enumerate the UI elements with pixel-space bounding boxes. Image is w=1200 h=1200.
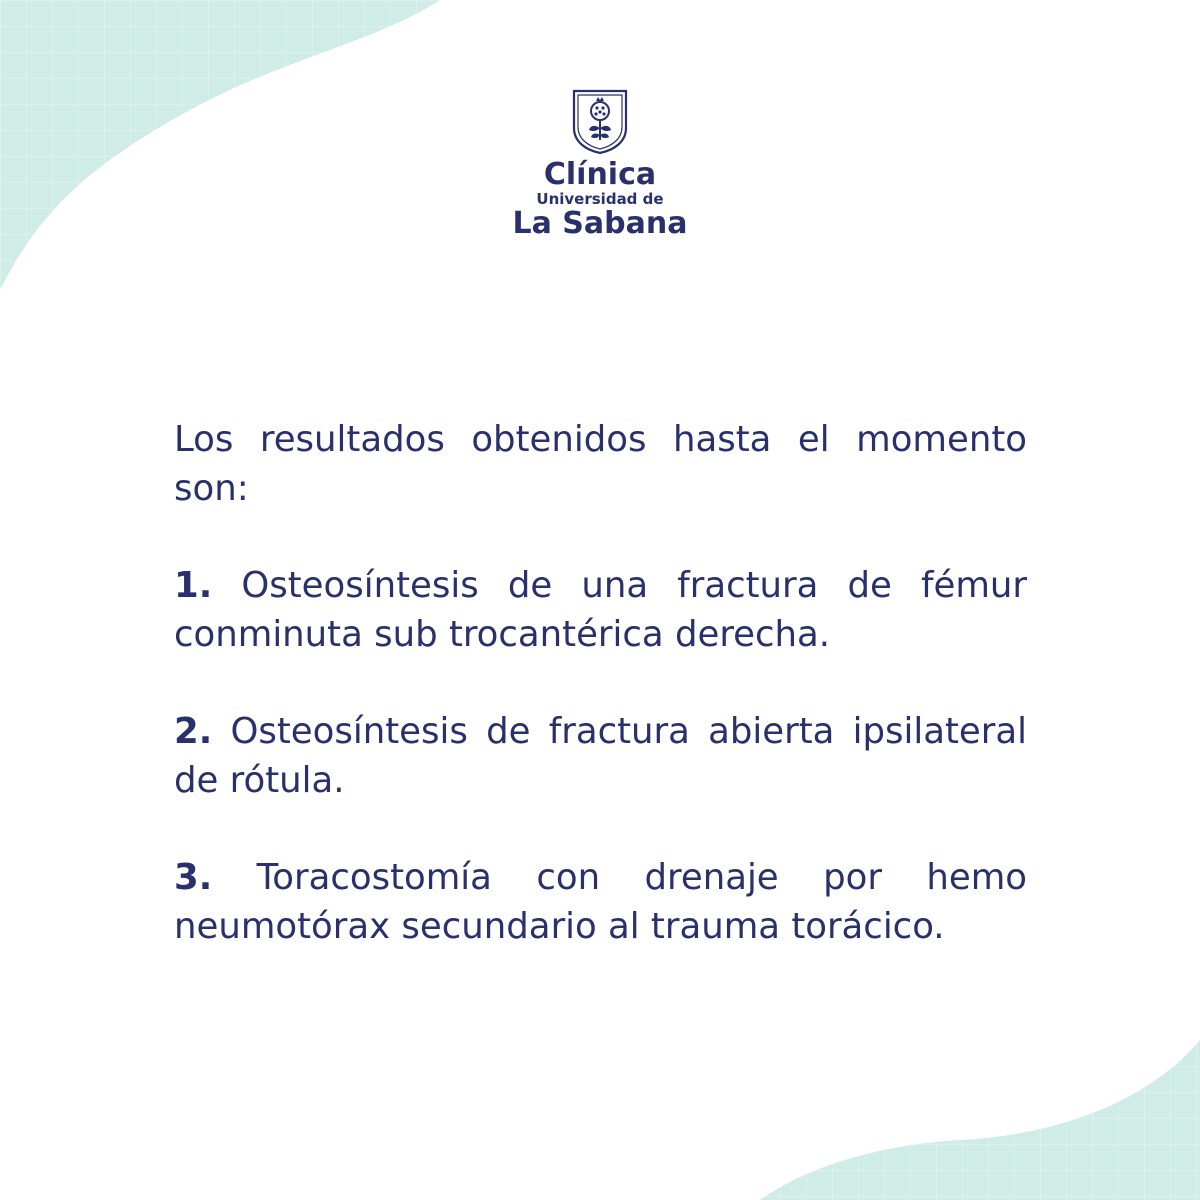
result-item-text: Toracostomía con drenaje por hemo neumotórax secundario al trauma torácico.	[174, 857, 1027, 947]
result-item-number: 1.	[174, 565, 213, 606]
logo-universidad-text: Universidad de	[536, 190, 664, 208]
result-item-3	[174, 853, 1027, 951]
result-item-number: 2.	[174, 711, 213, 752]
bottom-right-wave	[760, 1040, 1200, 1200]
pomegranate-shield-icon	[570, 88, 630, 154]
logo-clinica-text: Clínica	[543, 157, 657, 192]
result-item-text: Osteosíntesis de una fractura de fémur conminuta sub trocantérica derecha.	[174, 565, 1027, 655]
clinic-logo	[0, 88, 1200, 240]
result-item-number: 3.	[174, 857, 213, 898]
results-content	[174, 415, 1027, 999]
result-item-1	[174, 561, 1027, 659]
result-item-2	[174, 707, 1027, 805]
logo-la-sabana-text: La Sabana	[512, 206, 688, 241]
result-item-text: Osteosíntesis de fractura abierta ipsilateral de rótula.	[174, 711, 1027, 801]
intro-paragraph: Los resultados obtenidos hasta el momento son:	[174, 419, 1027, 509]
